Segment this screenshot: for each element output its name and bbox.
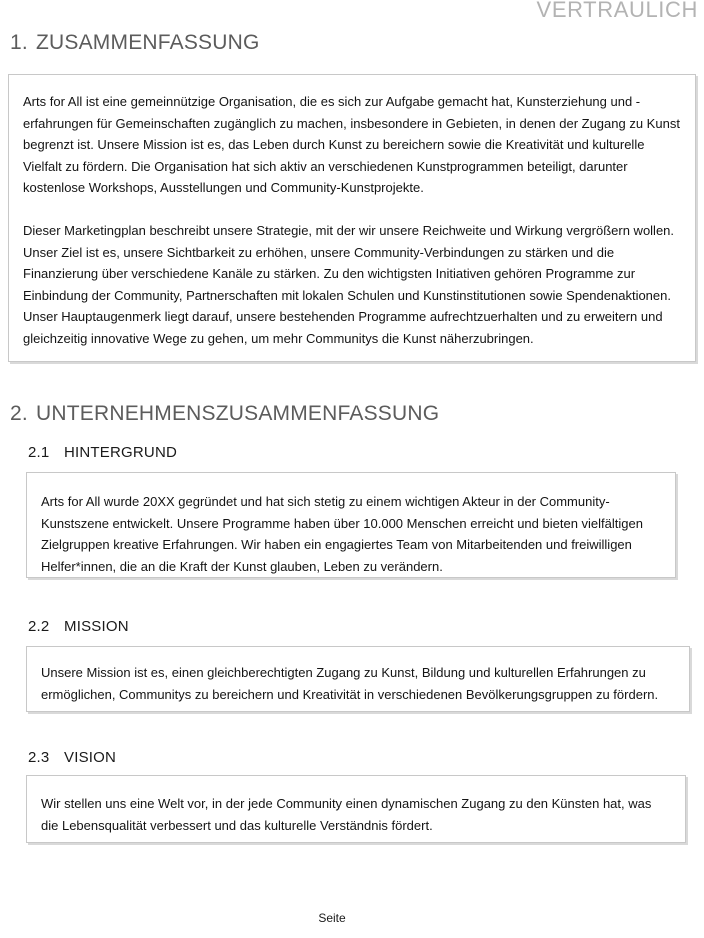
mission-text-box: [26, 646, 690, 712]
mission-paragraph: Unsere Mission ist es, einen gleichberechtigten Zugang zu Kunst, Bildung und kulturellen Erfahrungen zu ermöglichen, Communitys zu bereichern und Kreativität in verschiedenen Bevölkerungsgruppen zu fördern.: [41, 665, 659, 702]
subsection-heading-2-3: [28, 748, 116, 768]
summary-paragraph-2: Dieser Marketingplan beschreibt unsere Strategie, mit der wir unsere Reichweite und Wirkung vergrößern wollen. Unser Ziel ist es, unsere Sichtbarkeit zu erhöhen, unsere Community-Verbindungen zu stärken und die Finanzierung über verschiedene Kanäle zu stärken. Zu den wichtigsten Initiativen gehören Programme zur Einbindung der Community, Partnerschaften mit lokalen Schulen und Kunstinstitutionen sowie Spendenaktionen. Unser Hauptaugenmerk liegt darauf, unsere bestehenden Programme aufrechtzuerhalten und zu erweitern und gleichzeitig innovative Wege zu gehen, um mehr Communitys die Kunst näherzubringen.: [23, 223, 675, 346]
confidential-header: VERTRAULICH: [536, 0, 698, 22]
subsection-number-2-3: 2.3: [28, 749, 50, 766]
section-heading-1: [10, 31, 260, 55]
subsection-heading-2-1: [28, 443, 177, 463]
subsection-title-2-2: MISSION: [64, 618, 129, 635]
section-number-2: 2.: [10, 402, 28, 425]
subsection-number-2-1: 2.1: [28, 444, 50, 461]
subsection-title-2-3: VISION: [64, 749, 117, 766]
section-title-1: ZUSAMMENFASSUNG: [36, 31, 260, 54]
background-paragraph: Arts for All wurde 20XX gegründet und hat sich stetig zu einem wichtigen Akteur in der Community-Kunstszene entwickelt. Unsere Programme haben über 10.000 Menschen erreicht und bieten vielfältigen Zielgruppen kreative Erfahrungen. Wir haben ein engagiertes Team von Mitarbeitenden und freiwilligen Helfer*innen, die an die Kraft der Kunst glauben, Leben zu verändern.: [41, 494, 643, 574]
section-number-1: 1.: [10, 31, 28, 54]
section-heading-2: [10, 402, 439, 426]
vision-paragraph: Wir stellen uns eine Welt vor, in der jede Community einen dynamischen Zugang zu den Künsten hat, was die Lebensqualität verbessert und das kulturelle Verständnis fördert.: [41, 796, 652, 833]
section-title-2: UNTERNEHMENSZUSAMMENFASSUNG: [36, 402, 440, 425]
subsection-title-2-1: HINTERGRUND: [64, 444, 178, 461]
subsection-heading-2-2: [28, 617, 129, 637]
vision-text-box: [26, 775, 686, 843]
page-footer: [0, 910, 704, 926]
summary-text-box: [8, 74, 696, 362]
page-label: Seite: [318, 911, 346, 925]
background-text-box: [26, 472, 676, 578]
summary-paragraph-1: Arts for All ist eine gemeinnützige Organisation, die es sich zur Aufgabe gemacht hat, Kunsterziehung und -erfahrungen für Gemeinschaften zugänglich zu machen, insbesondere in Gebieten, in denen der Zugang zu Kunst begrenzt ist. Unsere Mission ist es, das Leben durch Kunst zu bereichern sowie die Kreativität und kulturelle Vielfalt zu fördern. Die Organisation hat sich aktiv an verschiedenen Kunstprogrammen beteiligt, darunter kostenlose Workshops, Ausstellungen und Community-Kunstprojekte.: [23, 94, 680, 195]
subsection-number-2-2: 2.2: [28, 618, 50, 635]
